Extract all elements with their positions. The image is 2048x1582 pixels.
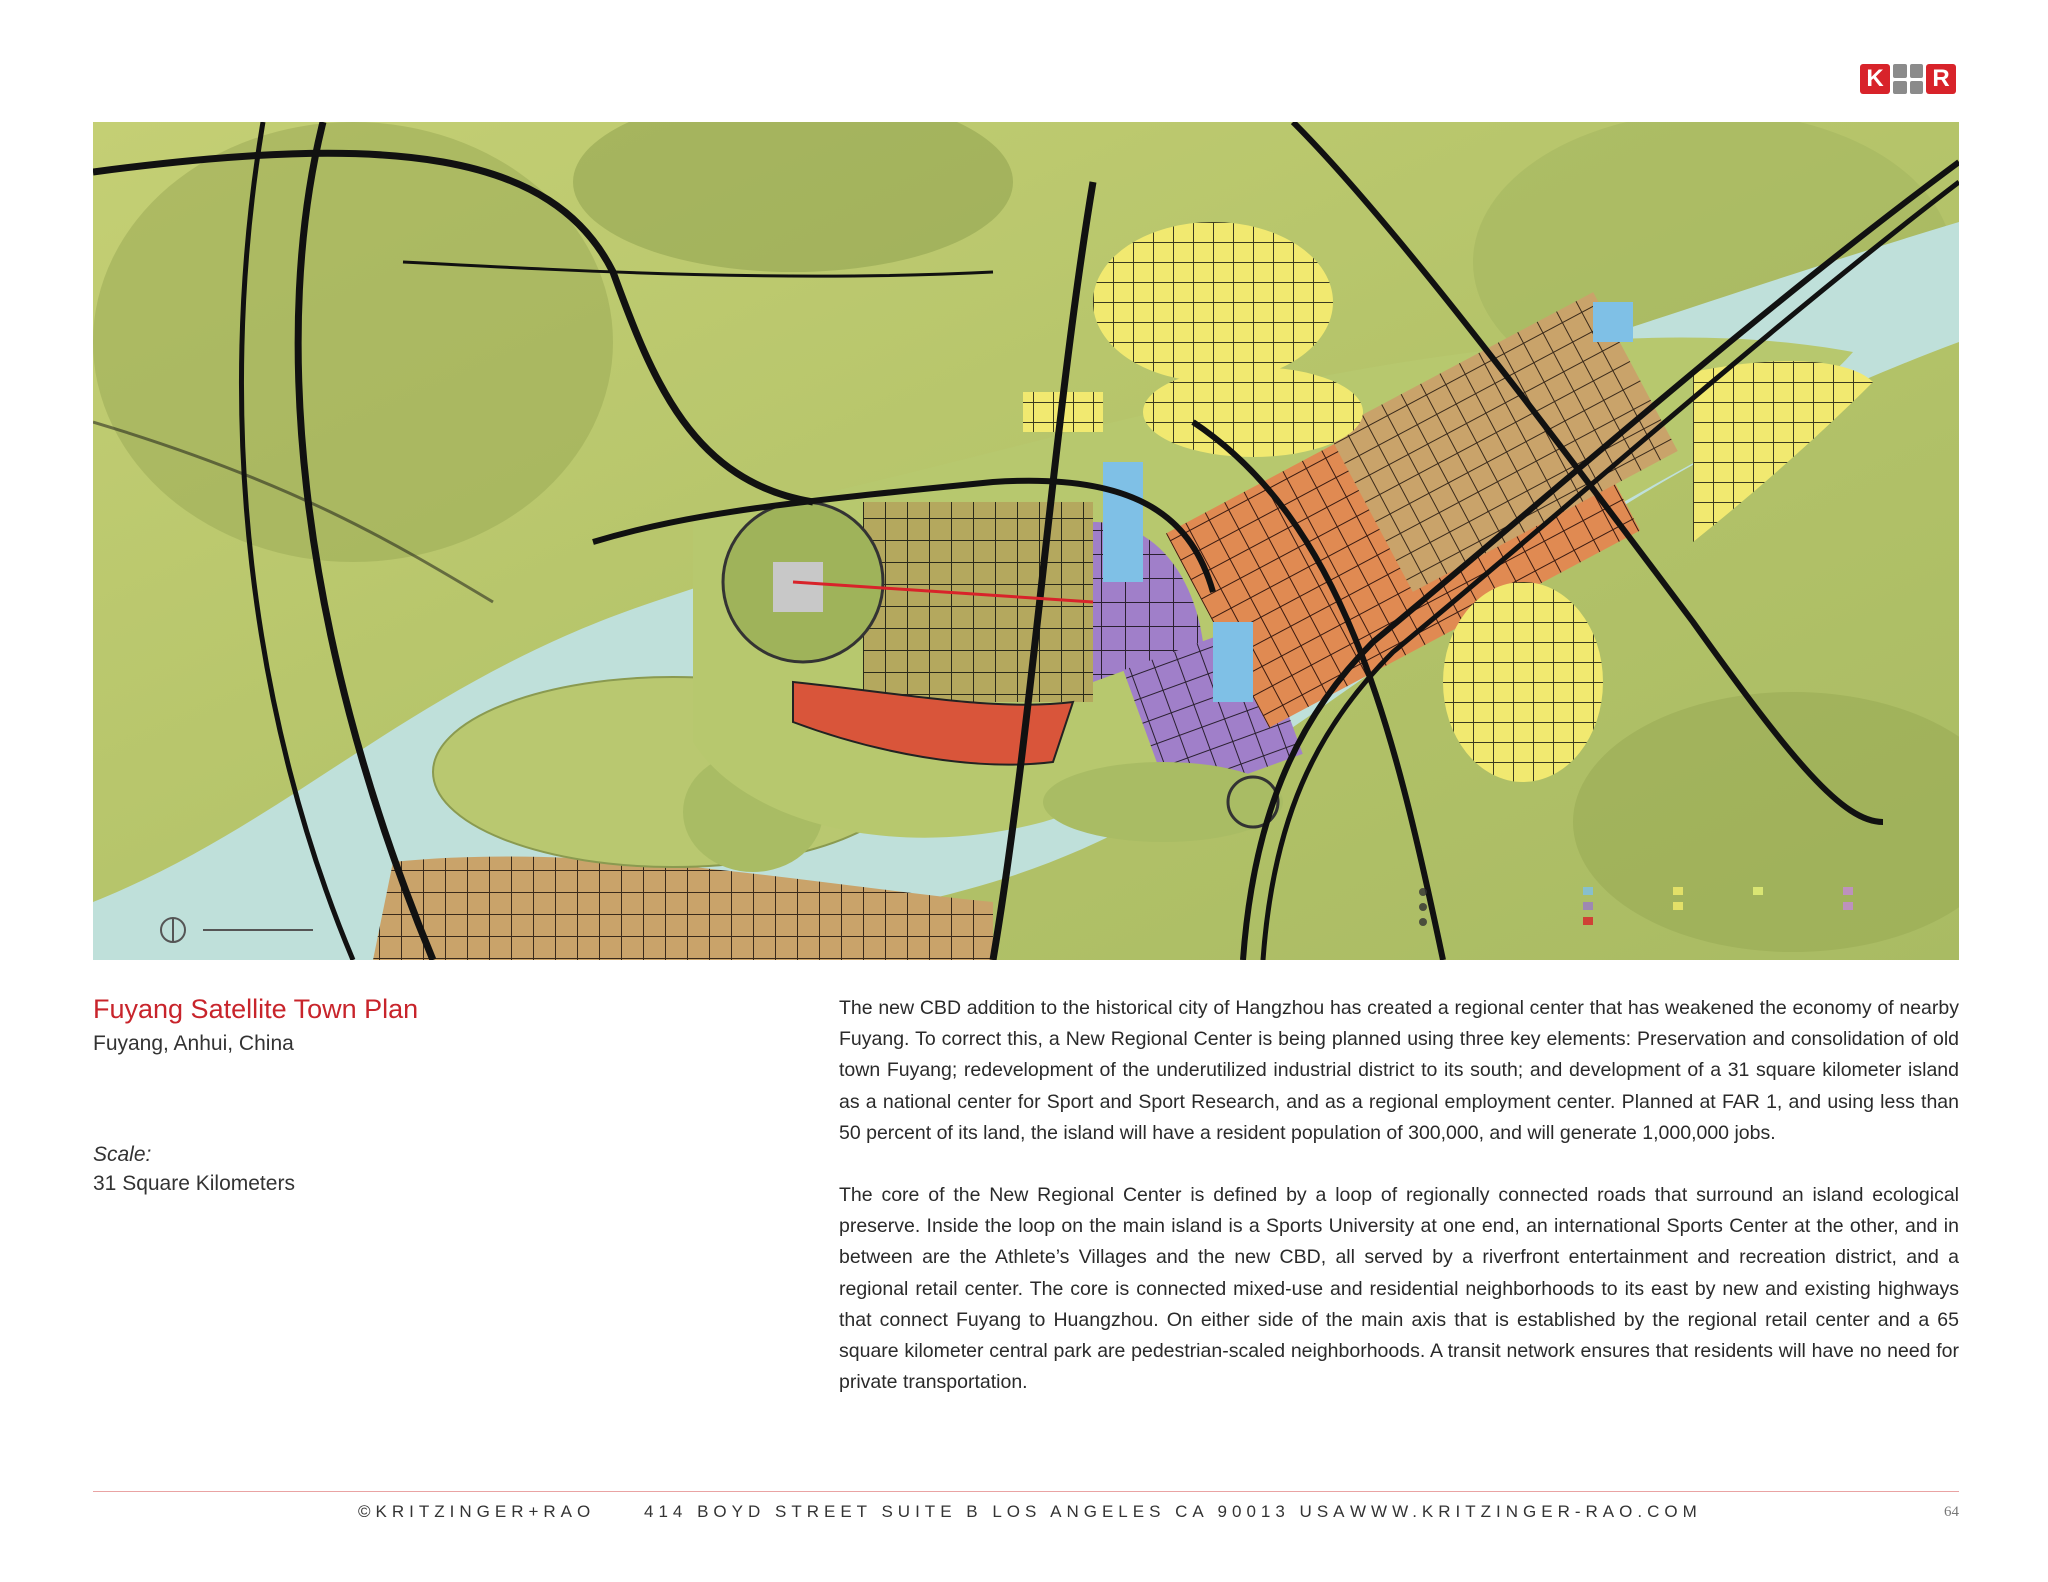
footer-address: 414 BOYD STREET SUITE B LOS ANGELES CA 90013 USA — [644, 1502, 1350, 1521]
logo-k: K — [1860, 64, 1890, 94]
footer-website-link[interactable]: WWW.KRITZINGER-RAO.COM — [1350, 1502, 1702, 1521]
footer-copyright: ©KRITZINGER+RAO — [358, 1502, 596, 1521]
description-paragraph-2: The core of the New Regional Center is defined by a loop of regionally connected roads that surround an island ecological preserve. Inside the loop on the main island is a Sports University at one end, an international Sports Center at the other, and in between are the Athlete’s Villages and the new CBD, all served by a riverfront entertainment and recreation district, and a regional retail center. The core is connected mixed-use and residential neighborhoods to its east by new and existing highways that connect Fuyang to Huangzhou. On either side of the main axis that is established by the regional retail center and a 65 square kilometer central park are pedestrian-scaled neighborhoods. A transit network ensures that residents will have no need for private transportation. — [839, 1184, 1959, 1394]
description-paragraph-1: The new CBD addition to the historical city of Hangzhou has created a regional center that has weakened the economy of nearby Fuyang. To correct this, a New Regional Center is being planned using three key elements: Preservation and consolidation of old town Fuyang; redevelopment of the underutilized industrial district to its south; and development of a 31 square kilometer island as a national center for Sport and Sport Research, and as a regional employment center. Planned at FAR 1, and using less than 50 percent of its land, the island will have a resident population of 300,000, and will generate 1,000,000 jobs. — [839, 997, 1959, 1144]
kr-logo — [1860, 64, 1960, 94]
project-location: Fuyang, Anhui, China — [93, 1032, 294, 1055]
logo-r: R — [1926, 64, 1956, 94]
page-number: 64 — [1944, 1504, 1959, 1520]
project-title: Fuyang Satellite Town Plan — [93, 994, 419, 1024]
master-plan-map — [93, 122, 1959, 960]
scale-value: 31 Square Kilometers — [93, 1172, 295, 1195]
logo-dots-icon — [1893, 64, 1923, 94]
footer-divider — [93, 1491, 1959, 1492]
scale-label: Scale: — [93, 1143, 152, 1166]
project-description — [839, 993, 1959, 1429]
